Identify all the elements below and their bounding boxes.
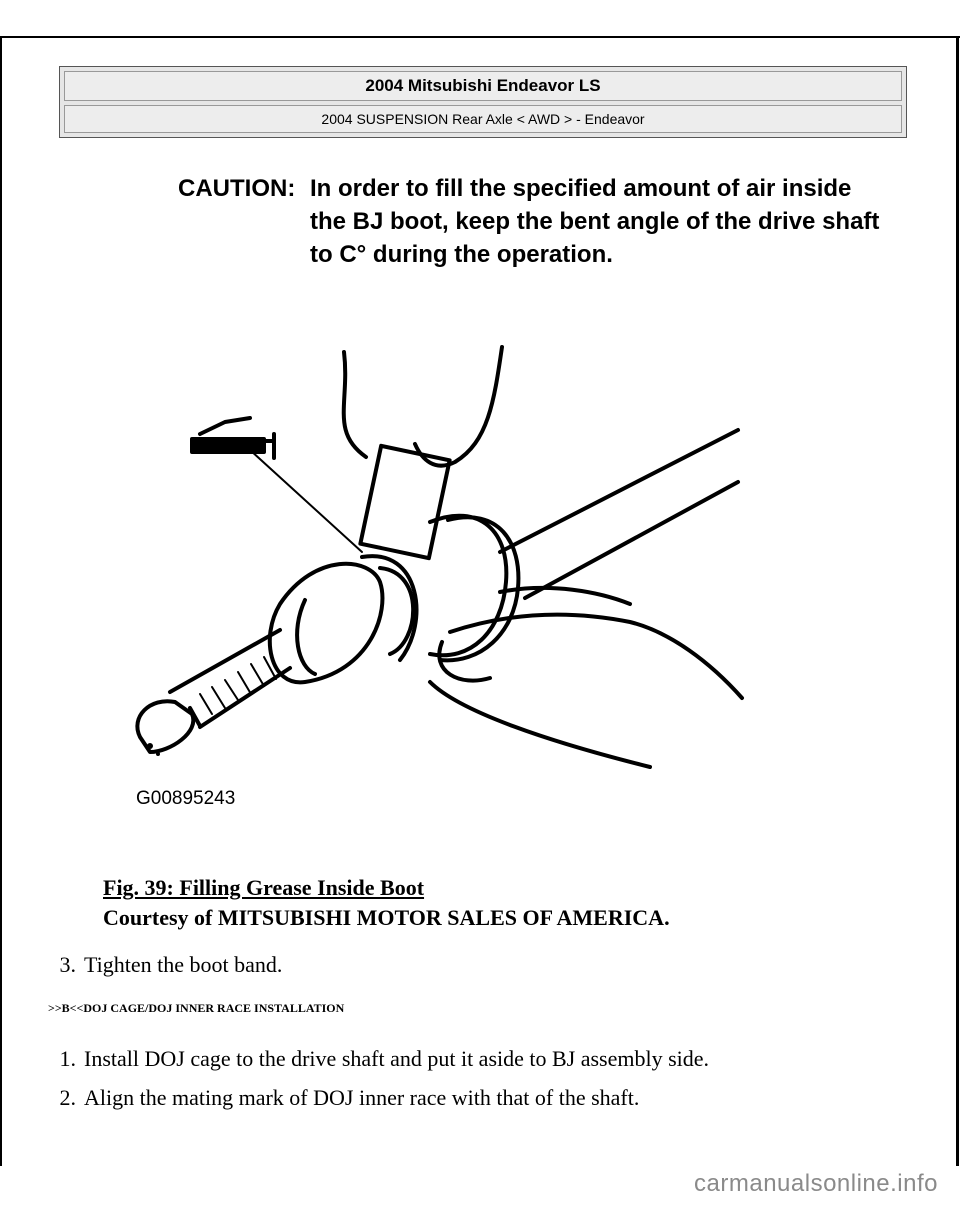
list-item-number: 2. (59, 1085, 76, 1110)
header-title: 2004 Mitsubishi Endeavor LS (64, 71, 902, 101)
page-top-rule (0, 36, 960, 38)
list-item (40, 1083, 639, 1113)
figure-code: G00895243 (136, 788, 236, 809)
list-item (40, 1044, 709, 1074)
page-left-rule (0, 36, 2, 1166)
caution-text: In order to fill the specified amount of air inside the BJ boot, keep the bent angle of the drive shaft to C° during the operation. (310, 175, 880, 268)
header-subtitle: 2004 SUSPENSION Rear Axle < AWD > - Endeavor (64, 105, 902, 133)
figure-caption-title: Fig. 39: Filling Grease Inside Boot (103, 875, 425, 900)
list-item-text: Install DOJ cage to the drive shaft and put it aside to BJ assembly side. (84, 1046, 710, 1071)
list-item (40, 950, 282, 980)
caution-label: CAUTION: (178, 175, 296, 202)
page-right-rule (956, 36, 959, 1166)
list-item-number: 3. (59, 952, 76, 977)
list-item-text: Tighten the boot band. (84, 952, 283, 977)
list-item-text: Align the mating mark of DOJ inner race with that of the shaft. (84, 1085, 640, 1110)
figure-caption (103, 873, 670, 933)
list-item-number: 1. (59, 1046, 76, 1071)
grease-boot-illustration (130, 342, 750, 812)
watermark-text: carmanualsonline.info (694, 1170, 938, 1197)
watermark-footer (0, 1166, 960, 1205)
section-heading: >>B<<DOJ CAGE/DOJ INNER RACE INSTALLATION (48, 1001, 345, 1015)
document-header (59, 66, 907, 138)
figure-caption-courtesy: Courtesy of MITSUBISHI MOTOR SALES OF AMERICA. (103, 905, 670, 930)
